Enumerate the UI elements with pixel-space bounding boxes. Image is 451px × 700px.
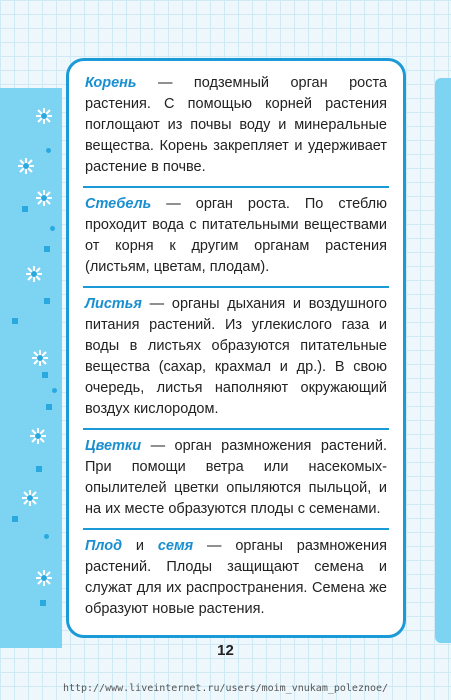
square-decoration — [12, 318, 18, 324]
snowflake-icon — [34, 188, 54, 208]
dot-decoration — [46, 148, 51, 153]
definition-flowers — [83, 428, 389, 528]
term-label: Стебель — [85, 196, 152, 212]
square-decoration — [36, 466, 42, 472]
definition-text: — органы размножения растений. Плоды защищают семена и служат для их распространения. Семена же образуют новые растения. — [85, 538, 387, 617]
dot-decoration — [44, 534, 49, 539]
square-decoration — [44, 298, 50, 304]
snowflake-icon — [30, 348, 50, 368]
definition-text: — орган роста. По стеблю проходит вода с питательными веществами от корня к другим органам растения (листьям, цветам, плодам). — [85, 196, 387, 275]
definition-stem — [83, 186, 389, 286]
term-label: Листья — [85, 296, 142, 312]
square-decoration — [40, 600, 46, 606]
connector-text: и — [122, 538, 158, 554]
term-label: Корень — [85, 75, 137, 91]
term-label: Цветки — [85, 438, 142, 454]
definition-text: — органы дыхания и воздушного питания растений. Из углекислого газа и воды в листьях образуются питательные вещества (сахар, крахмал и др.). В свою очередь, листья наполняют окружающий воздух кислородом. — [85, 296, 387, 417]
definition-leaves — [83, 286, 389, 428]
definition-root — [83, 67, 389, 186]
definition-text: — подземный орган роста растения. С помощью корней растения поглощают из почвы воду и минеральные вещества. Корень закрепляет и удерживает растение в почве. — [85, 75, 387, 175]
snowflake-icon — [16, 156, 36, 176]
snowflake-icon — [34, 568, 54, 588]
snowflake-icon — [20, 488, 40, 508]
square-decoration — [42, 372, 48, 378]
footer-url: http://www.liveinternet.ru/users/moim_vnukam_poleznoe/ — [62, 683, 389, 694]
square-decoration — [46, 404, 52, 410]
dot-decoration — [50, 226, 55, 231]
term-label-2: семя — [157, 538, 194, 554]
snowflake-icon — [34, 106, 54, 126]
dot-decoration — [52, 388, 57, 393]
square-decoration — [44, 246, 50, 252]
snowflake-icon — [24, 264, 44, 284]
content-card — [66, 58, 406, 638]
page-number: 12 — [217, 642, 234, 659]
definition-fruit-seed — [83, 528, 389, 628]
snowflake-icon — [28, 426, 48, 446]
square-decoration — [22, 206, 28, 212]
term-label: Плод — [85, 538, 123, 554]
square-decoration — [12, 516, 18, 522]
right-decorative-strip — [435, 78, 451, 643]
definition-text: — орган размножения растений. При помощи ветра или насекомых-опылителей цветки опыляются пыльцой, и на их месте образуются плоды с семенами. — [85, 438, 387, 517]
